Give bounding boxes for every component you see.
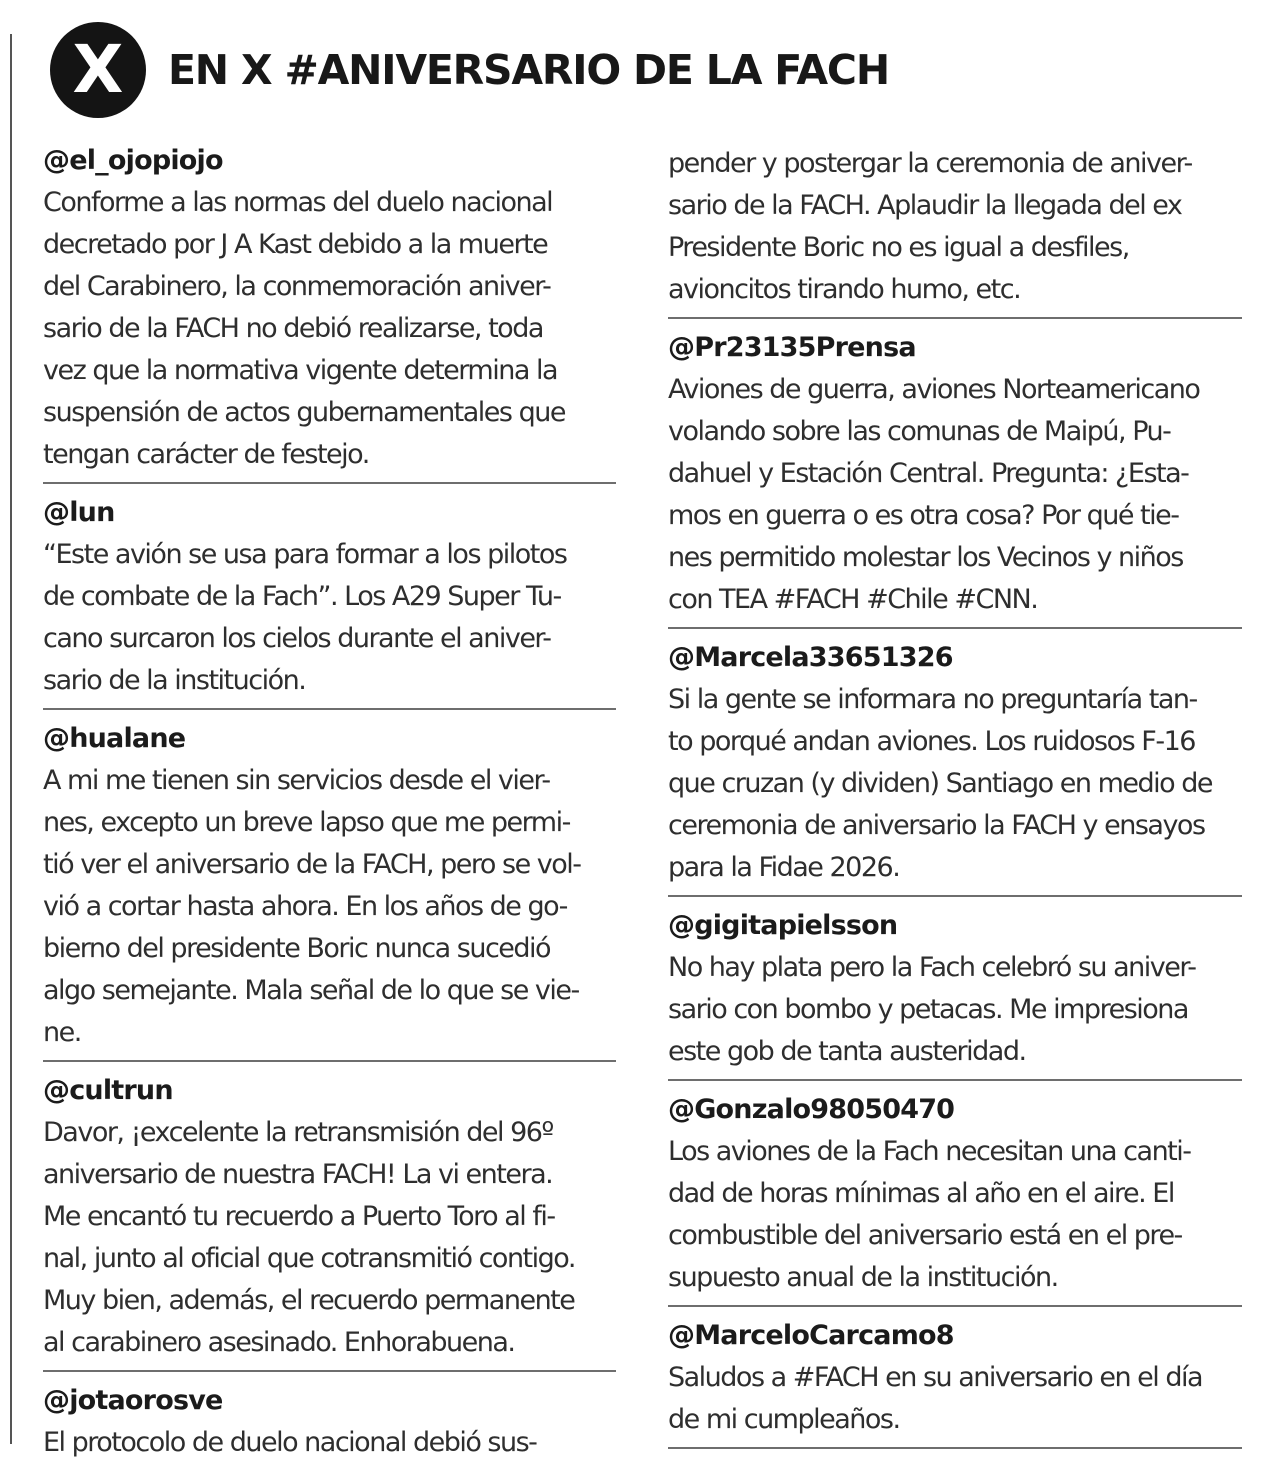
post	[43, 718, 616, 1062]
post-text-line: No hay plata pero la Fach celebró su aniver-	[668, 952, 1196, 983]
post-handle[interactable]: @Gonzalo98050470	[668, 1094, 955, 1125]
post-text	[43, 1422, 616, 1464]
post-text-line: con TEA #FACH #Chile #CNN.	[668, 584, 1038, 615]
post-text-line: vez que la normativa vigente determina la	[43, 355, 558, 386]
post-text	[43, 182, 616, 476]
post	[668, 327, 1242, 629]
x-logo-icon: X	[50, 22, 146, 118]
column-rule-left	[10, 34, 12, 1444]
post-text-line: A mi me tienen sin servicios desde el vier-	[43, 765, 550, 796]
post-text-line: nal, junto al oficial que cotransmitió contigo.	[43, 1243, 575, 1274]
right-column	[668, 143, 1242, 1457]
post-text-line: Los aviones de la Fach necesitan una canti-	[668, 1136, 1191, 1167]
post-text-line: Presidente Boric no es igual a desfiles,	[668, 232, 1129, 263]
post-text-line: de mi cumpleaños.	[668, 1404, 900, 1435]
post-text	[668, 679, 1242, 889]
post-text-line: al carabinero asesinado. Enhorabuena.	[43, 1327, 515, 1358]
post-text-line: Davor, ¡excelente la retransmisión del 96º	[43, 1117, 553, 1148]
post-text	[668, 1357, 1242, 1441]
post-handle[interactable]: @MarceloCarcamo8	[668, 1320, 954, 1351]
post-text-line: mos en guerra o es otra cosa? Por qué tie-	[668, 500, 1179, 531]
post	[668, 637, 1242, 897]
post-text	[43, 1112, 616, 1364]
post-text-line: nes permitido molestar los Vecinos y niños	[668, 542, 1183, 573]
post-text	[43, 760, 616, 1054]
post-text-line: tengan carácter de festejo.	[43, 439, 369, 470]
post-text-line: Conforme a las normas del duelo nacional	[43, 187, 553, 218]
post-text-line: para la Fidae 2026.	[668, 852, 900, 883]
post-text-line: de combate de la Fach”. Los A29 Super Tu-	[43, 581, 561, 612]
post-text-line: combustible del aniversario está en el pre-	[668, 1220, 1182, 1251]
post-text-line: decretado por J A Kast debido a la muerte	[43, 229, 548, 260]
post-text-line: tió ver el aniversario de la FACH, pero se vol-	[43, 849, 581, 880]
post-text-line: ceremonia de aniversario la FACH y ensayos	[668, 810, 1205, 841]
post-text-line: sario de la institución.	[43, 665, 306, 696]
post-text-line: supuesto anual de la institución.	[668, 1262, 1058, 1293]
post-text-line: bierno del presidente Boric nunca sucedió	[43, 933, 551, 964]
post-text-line: vió a cortar hasta ahora. En los años de go-	[43, 891, 567, 922]
post-handle[interactable]: @lun	[43, 497, 115, 528]
post-text	[43, 534, 616, 702]
post-text	[668, 947, 1242, 1073]
post-handle[interactable]: @jotaorosve	[43, 1385, 223, 1416]
post-text	[668, 143, 1242, 311]
post-text-line: Saludos a #FACH en su aniversario en el día	[668, 1362, 1203, 1393]
post-text	[668, 1131, 1242, 1299]
post-text-line: del Carabinero, la conmemoración aniver-	[43, 271, 551, 302]
post-text-line: suspensión de actos gubernamentales que	[43, 397, 565, 428]
post-text-line: avioncitos tirando humo, etc.	[668, 274, 1021, 305]
post	[668, 1089, 1242, 1307]
post-text-line: sario de la FACH no debió realizarse, toda	[43, 313, 543, 344]
post	[43, 1070, 616, 1372]
post-text-line: nes, excepto un breve lapso que me permi-	[43, 807, 570, 838]
post-text-line: to porqué andan aviones. Los ruidosos F-16	[668, 726, 1195, 757]
post-text-line: aniversario de nuestra FACH! La vi entera.	[43, 1159, 553, 1190]
post-handle[interactable]: @Marcela33651326	[668, 642, 953, 673]
post	[668, 143, 1242, 319]
post-text-line: Me encantó tu recuerdo a Puerto Toro al fi-	[43, 1201, 555, 1232]
post-text	[668, 369, 1242, 621]
post-text-line: ne.	[43, 1017, 81, 1048]
post-text-line: volando sobre las comunas de Maipú, Pu-	[668, 416, 1171, 447]
post-text-line: Aviones de guerra, aviones Norteamericano	[668, 374, 1200, 405]
post	[43, 1380, 616, 1470]
left-column	[43, 140, 616, 1470]
post-text-line: cano surcaron los cielos durante el aniver-	[43, 623, 551, 654]
post-text-line: dad de horas mínimas al año en el aire. El	[668, 1178, 1174, 1209]
post-handle[interactable]: @Pr23135Prensa	[668, 332, 916, 363]
post	[43, 492, 616, 710]
post-text-line: pender y postergar la ceremonia de aniver-	[668, 148, 1192, 179]
post	[668, 1315, 1242, 1449]
post-text-line: este gob de tanta austeridad.	[668, 1036, 1026, 1067]
post-text-line: dahuel y Estación Central. Pregunta: ¿Esta-	[668, 458, 1189, 489]
post-handle[interactable]: @cultrun	[43, 1075, 173, 1106]
post-text-line: sario de la FACH. Aplaudir la llegada del ex	[668, 190, 1182, 221]
section-header	[50, 20, 889, 120]
post-handle[interactable]: @gigitapielsson	[668, 910, 898, 941]
post	[43, 140, 616, 484]
post-text-line: Si la gente se informara no preguntaría tan-	[668, 684, 1197, 715]
post-text-line: que cruzan (y dividen) Santiago en medio de	[668, 768, 1212, 799]
post-text-line: El protocolo de duelo nacional debió sus-	[43, 1427, 537, 1458]
post-text-line: algo semejante. Mala señal de lo que se vie-	[43, 975, 579, 1006]
post	[668, 905, 1242, 1081]
post-handle[interactable]: @el_ojopiojo	[43, 145, 223, 176]
section-title: EN X #ANIVERSARIO DE LA FACH	[168, 46, 889, 94]
post-handle[interactable]: @hualane	[43, 723, 186, 754]
post-text-line: “Este avión se usa para formar a los pilotos	[43, 539, 567, 570]
post-text-line: Muy bien, además, el recuerdo permanente	[43, 1285, 575, 1316]
post-text-line: sario con bombo y petacas. Me impresiona	[668, 994, 1188, 1025]
